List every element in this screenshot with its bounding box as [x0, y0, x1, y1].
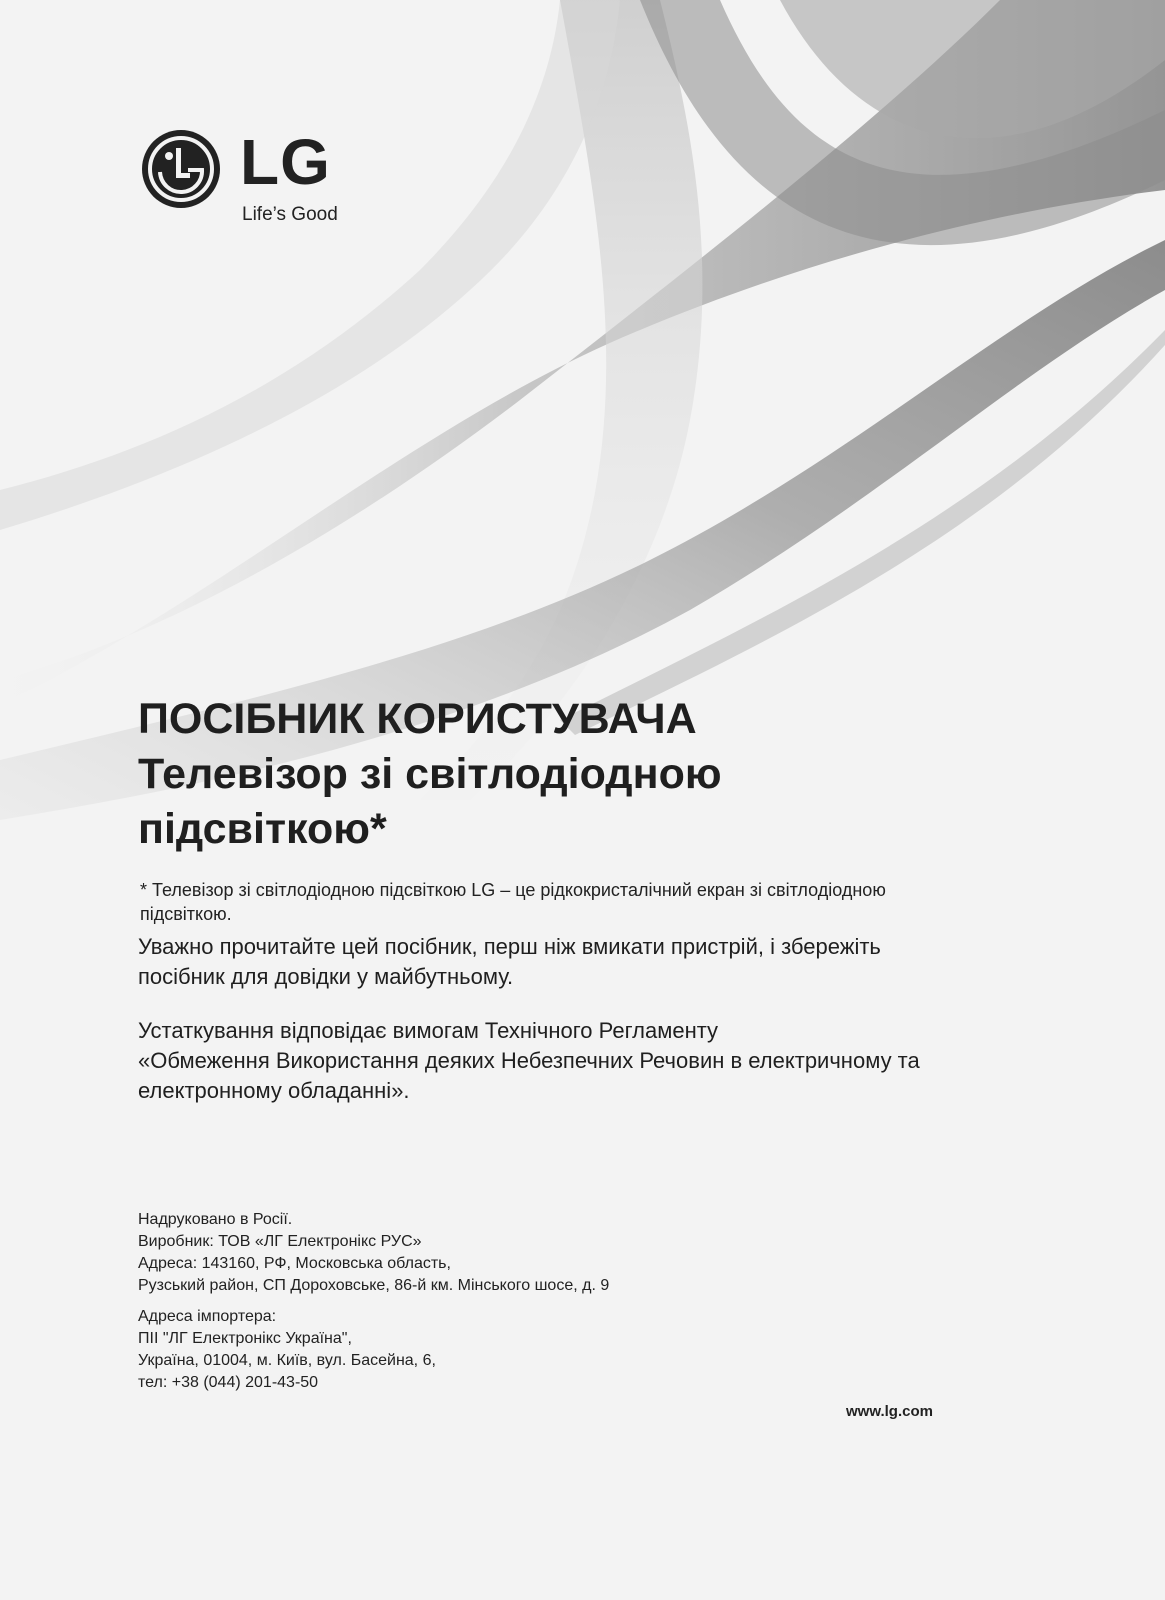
website-link[interactable]: www.lg.com [846, 1403, 933, 1420]
title-line-3: підсвіткою* [138, 805, 387, 853]
importer-line-4: тел: +38 (044) 201-43-50 [138, 1374, 319, 1391]
manufacturer-line-2: Виробник: ТОВ «ЛГ Електронікс РУС» [138, 1233, 422, 1250]
intro-line-1: Уважно прочитайте цей посібник, перш ніж вмикати пристрій, і збережіть [138, 934, 881, 959]
lg-logo [140, 128, 380, 238]
intro-line-2: посібник для довідки у майбутньому. [138, 964, 514, 989]
logo-wordmark: LG [240, 126, 331, 198]
title-line-2: Телевізор зі світлодіодною [138, 750, 722, 798]
footnote-line-1: * Телевізор зі світлодіодною підсвіткою LG – це рідкокристалічний екран зі світлодіодною [140, 880, 886, 900]
importer-line-1: Адреса імпортера: [138, 1308, 277, 1325]
title-line-1: ПОСІБНИК КОРИСТУВАЧА [138, 695, 697, 743]
compliance-line-2: «Обмеження Використання деяких Небезпечних Речовин в електричному та [138, 1048, 920, 1073]
lg-face-logo-icon [140, 128, 222, 210]
footnote-line-2: підсвіткою. [140, 904, 232, 924]
compliance-line-3: електронному обладанні». [138, 1078, 410, 1103]
reading-instruction [138, 932, 1018, 992]
manufacturer-info [138, 1209, 838, 1297]
importer-info [138, 1306, 838, 1394]
compliance-line-1: Устаткування відповідає вимогам Технічного Регламенту [138, 1018, 719, 1043]
manufacturer-line-1: Надруковано в Росії. [138, 1211, 293, 1228]
logo-tagline: Life’s Good [242, 204, 338, 225]
led-footnote [140, 878, 1010, 926]
importer-line-3: Україна, 01004, м. Київ, вул. Басейна, 6, [138, 1352, 436, 1369]
importer-line-2: ПІІ "ЛГ Електронікс Україна", [138, 1330, 352, 1347]
manufacturer-line-4: Рузський район, СП Дороховське, 86-й км. Мінського шосе, д. 9 [138, 1277, 610, 1294]
document-title [138, 692, 1038, 857]
manufacturer-line-3: Адреса: 143160, РФ, Московська область, [138, 1255, 451, 1272]
compliance-statement [138, 1016, 1038, 1106]
